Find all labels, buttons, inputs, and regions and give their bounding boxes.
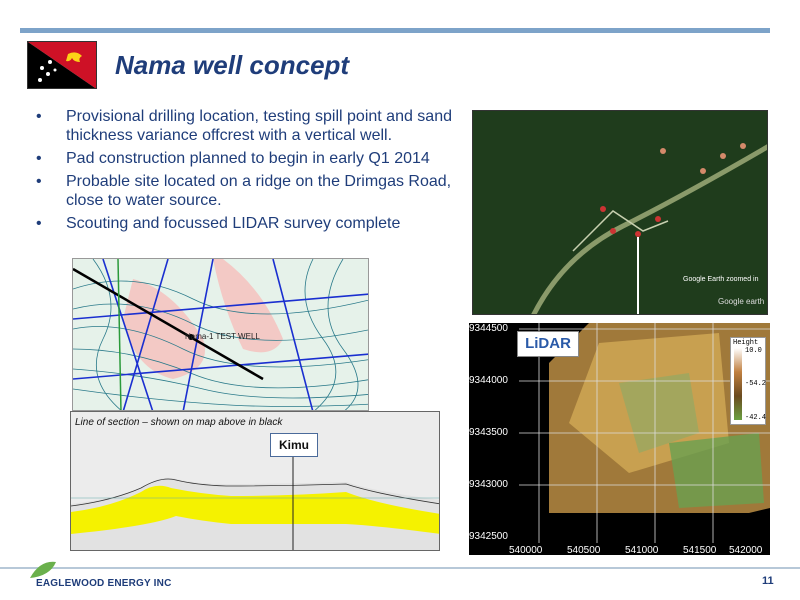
page-number: 11: [762, 575, 774, 587]
bullet-item: • Pad construction planned to begin in early Q1 2014: [36, 149, 466, 168]
leaf-icon: [28, 560, 58, 580]
y-tick-label: 9343500: [469, 427, 508, 438]
kimu-marker-label: Kimu: [270, 433, 318, 457]
x-tick-label: 540500: [567, 545, 601, 555]
lidar-image: [469, 323, 770, 555]
bullet-list: [36, 107, 466, 237]
y-tick-label: 9343000: [469, 479, 508, 490]
height-legend: [730, 337, 766, 425]
legend-value: 10.0: [745, 347, 762, 355]
cross-section-panel: [70, 411, 440, 551]
x-tick-label: 542000: [729, 545, 763, 555]
legend-value: -42.4: [745, 414, 767, 422]
y-tick-label: 9342500: [469, 531, 508, 542]
top-rule: [20, 28, 770, 33]
bullet-item: • Probable site located on a ridge on the Drimgas Road, close to water source.: [36, 172, 466, 210]
satellite-image: [472, 110, 768, 315]
x-tick-label: 541500: [683, 545, 717, 555]
bullet-item: • Scouting and focussed LIDAR survey complete: [36, 214, 466, 233]
contour-map-image: [72, 258, 369, 411]
well-label: Nama-1 TEST WELL: [185, 332, 260, 341]
legend-value: -54.2: [745, 380, 767, 388]
eaglewood-logo: [26, 560, 172, 596]
png-flag-icon: [27, 41, 97, 89]
y-tick-label: 9344000: [469, 375, 508, 386]
y-tick-label: 9344500: [469, 323, 508, 334]
satellite-caption: Google Earth zoomed in: [683, 276, 759, 283]
x-tick-label: 540000: [509, 545, 543, 555]
logo-text: EAGLEWOOD ENERGY INC: [36, 578, 172, 589]
section-caption: Line of section – shown on map above in black: [75, 417, 283, 428]
bullet-item: • Provisional drilling location, testing spill point and sand thickness variance offcrest with a vertical well.: [36, 107, 466, 145]
google-earth-brand: Google earth: [718, 297, 765, 306]
lidar-label: LiDAR: [517, 331, 579, 357]
x-tick-label: 541000: [625, 545, 659, 555]
legend-title: Height: [733, 339, 759, 347]
page-title: Nama well concept: [115, 50, 350, 80]
